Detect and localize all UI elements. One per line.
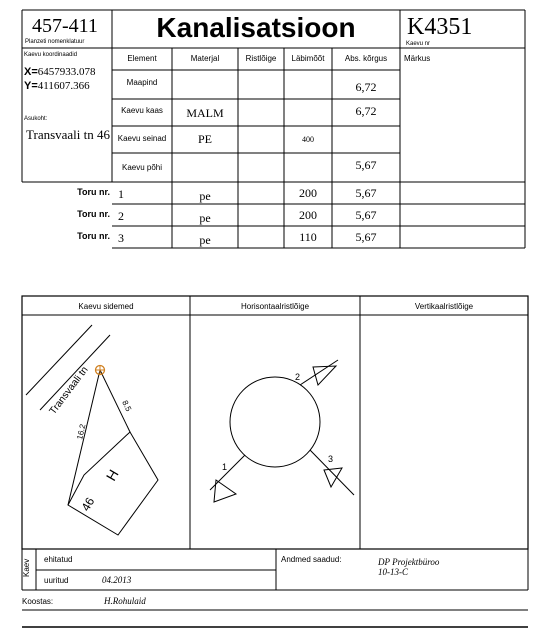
pipe-material: pe (199, 189, 211, 203)
header-element: Element (127, 54, 157, 63)
pipe-diameter: 200 (299, 208, 317, 222)
pipe-height: 5,67 (355, 186, 377, 200)
header-remarks: Märkus (404, 54, 431, 63)
well-label: Kaev (22, 558, 31, 577)
source-value-line-2: 10-13-C (378, 567, 408, 577)
plan-number: 457-411 (32, 15, 98, 37)
pipe-3-label: 3 (328, 454, 334, 464)
pipe-3-arrow (324, 468, 342, 487)
distance-label-a: 8.5 (120, 398, 134, 413)
measured-label: uuritud (44, 576, 69, 585)
row-height: 6,72 (355, 80, 377, 94)
ties-title: Kaevu sidemed (78, 302, 134, 311)
street-edge-1 (26, 325, 92, 395)
measured-value: 04.2013 (102, 575, 132, 585)
pipe-material: pe (199, 211, 211, 225)
plan-number-caption: Planzeti nomenklatuur (25, 39, 85, 45)
row-element: Kaevu seinad (117, 134, 167, 143)
well-marker (95, 365, 105, 375)
pipe-2-label: 2 (295, 372, 301, 382)
street-label: Transvaali tn (47, 364, 91, 417)
header-material: Materjal (190, 54, 220, 63)
x-label: X= (24, 66, 38, 78)
built-label: ehitatud (44, 555, 73, 564)
building-number: 46 (78, 494, 98, 514)
header-cross-section: Ristlõige (245, 54, 277, 63)
row-height: 6,72 (355, 104, 377, 118)
pipe-material: pe (199, 233, 211, 247)
pipe-1-label: 1 (222, 462, 228, 472)
location-caption: Asukoht: (24, 116, 48, 122)
location: Transvaali tn 46 (26, 127, 111, 142)
building-letter: H (102, 466, 122, 484)
pipe-height: 5,67 (355, 230, 377, 244)
well-id: K4351 (407, 14, 473, 40)
distance-label-b: 16.2 (75, 423, 88, 441)
y-value: 411607.366 (37, 80, 90, 92)
pipe-diameter: 110 (299, 230, 317, 244)
pipe-number: 3 (118, 231, 124, 245)
source-value-line-1: DP Projektbüroo (378, 557, 440, 567)
row-element: Kaevu põhi (121, 163, 163, 172)
row-material: PE (197, 132, 212, 146)
pipe-label: Toru nr. (77, 231, 110, 241)
pipe-height: 5,67 (355, 208, 377, 222)
page-title: Kanalisatsioon (156, 12, 356, 43)
source-label: Andmed saadud: (281, 555, 342, 564)
pipe-label: Toru nr. (77, 209, 110, 219)
pipe-number: 2 (118, 209, 124, 223)
pipe-2-line (300, 360, 338, 385)
row-element: Maapind (126, 78, 158, 87)
well-id-caption: Kaevu nr (406, 41, 431, 47)
compiler-label: Koostas: (22, 597, 54, 606)
pipe-number: 1 (118, 187, 124, 201)
horizontal-title: Horisontaalristlõige (240, 302, 310, 311)
row-material: MALM (186, 106, 224, 120)
well-circle (230, 377, 320, 467)
y-label: Y= (24, 80, 38, 92)
pipe-diameter: 200 (299, 186, 317, 200)
header-abs-height: Abs. kõrgus (344, 54, 388, 63)
row-diameter: 400 (302, 135, 314, 144)
header-diameter: Läbimõõt (291, 54, 325, 63)
coordinates-caption: Kaevu koordinaadid (24, 52, 78, 58)
x-value: 6457933.078 (37, 66, 96, 78)
pipe-label: Toru nr. (77, 187, 110, 197)
compiler-value: H.Rohulaid (104, 596, 146, 606)
horizontal-section (210, 360, 354, 502)
row-element: Kaevu kaas (121, 106, 163, 115)
vertical-title: Vertikaalristlõige (414, 302, 474, 311)
row-height: 5,67 (355, 158, 377, 172)
